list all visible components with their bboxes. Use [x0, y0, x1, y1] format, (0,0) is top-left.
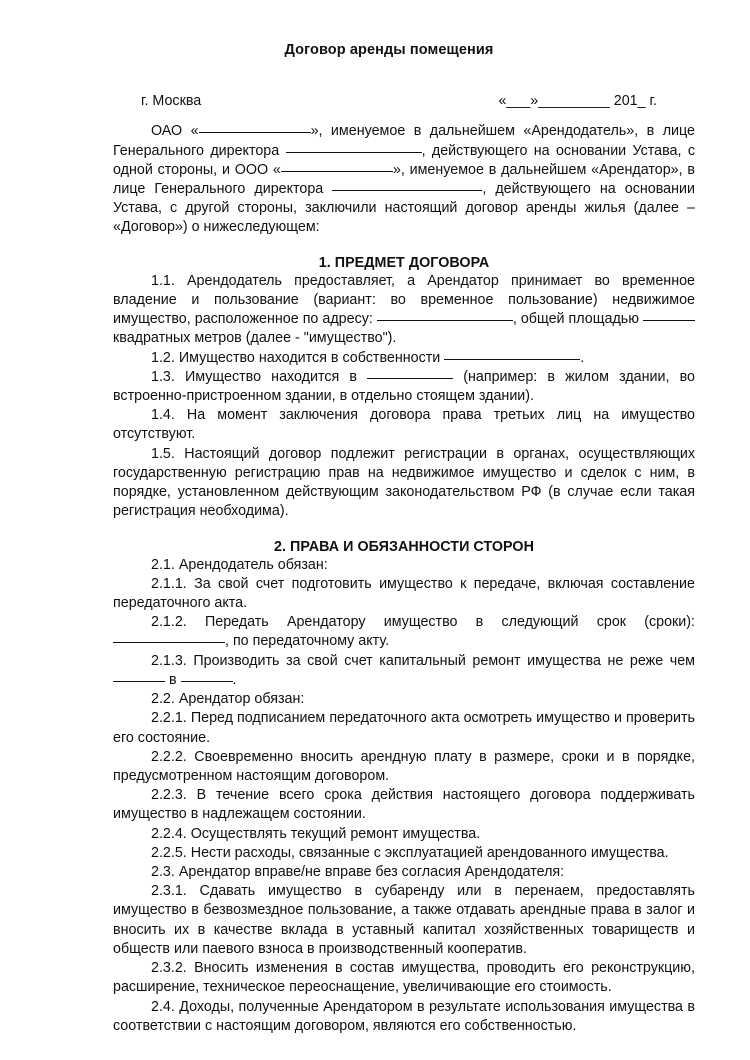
clause-text: Арендодатель обязан: [174, 556, 328, 573]
clause-text: Настоящий договор подлежит регистрации в органах, осуществляющих государственную регистрацию прав на недвижимое имущество и сделок с ним, в порядке, установленном действующим законодательством РФ (в случае если такая регистрация необходима). [113, 445, 695, 520]
blank-lessor-director [286, 152, 422, 153]
clause-2-1 [113, 556, 695, 575]
blank-area [643, 320, 695, 321]
preamble-part-3: , действующего на основании Устава, с одной стороны, и ООО « [113, 142, 695, 178]
clause-2-3 [113, 863, 695, 882]
section-heading-1: 1. ПРЕДМЕТ ДОГОВОРА [318, 254, 490, 271]
clause-text: Вносить изменения в состав имущества, проводить его реконструкцию, расширение, техническое переоснащение, увеличивающие его стоимость. [113, 960, 695, 996]
clause-number: 2.2. [151, 691, 175, 708]
clause-2-1-2 [113, 613, 695, 651]
clause-text: Перед подписанием передаточного акта осмотреть имущество и проверить его состояние. [113, 710, 695, 746]
clause-text: Арендатор вправе/не вправе без согласия Арендодателя: [174, 864, 565, 881]
preamble-part-2: », именуемое в дальнейшем «Арендодатель», в лице Генерального директора [113, 123, 696, 159]
clause-number: 2.2.1. [151, 710, 187, 727]
clause-1-3 [113, 368, 695, 406]
clause-2-2-4 [113, 825, 695, 844]
clause-text: В течение всего срока действия настоящего договора поддерживать имущество в надлежащем состоянии. [113, 787, 695, 823]
clause-1-2 [113, 349, 695, 368]
clause-number: 1.4. [151, 407, 175, 424]
clause-2-1-1 [113, 575, 695, 613]
clause-number: 2.2.4. [151, 825, 187, 842]
clause-text: Арендатор обязан: [174, 691, 305, 708]
clause-number: 2.2.3. [151, 787, 187, 804]
clause-number: 1.5. [151, 445, 175, 462]
clause-1-1 [113, 272, 695, 349]
clause-1-4 [113, 406, 695, 444]
blank-repair-period [181, 681, 233, 682]
date-placeholder: «___»_________ 201_ г. [498, 93, 657, 110]
preamble-paragraph [113, 122, 695, 237]
clause-number: 2.3. [151, 864, 175, 881]
clause-2-3-2 [113, 959, 695, 997]
clause-number: 2.2.5. [151, 844, 187, 861]
clause-1-5 [113, 445, 695, 522]
clause-text: Имущество находится в собственности [174, 349, 445, 366]
preamble-part-4: », именуемое в дальнейшем «Арендатор», в лице Генерального директора [113, 161, 695, 198]
clause-text-2: , общей площадью [512, 311, 643, 328]
clause-2-2 [113, 690, 695, 709]
clause-text: Производить за свой счет капитальный ремонт имущества не реже чем [186, 652, 695, 669]
clause-number: 1.2. [151, 349, 175, 366]
date-row [141, 93, 657, 109]
clause-text-2: (например: в жилом здании, во встроенно-пристроенном здании, в отдельно стоящем здании). [113, 368, 695, 405]
blank-lessee-director [332, 190, 482, 191]
clause-text: Доходы, полученные Арендатором в результате использования имущества в соответствии с настоящим договором, являются его собственностью. [113, 998, 695, 1034]
clause-text-3: квадратных метров (далее - "имущество"). [113, 330, 397, 347]
clause-2-2-1 [113, 709, 695, 747]
clause-2-2-3 [113, 786, 695, 824]
clause-text: Передать Арендатору имущество в следующий срок (сроки): [186, 614, 695, 631]
clause-text: Нести расходы, связанные с эксплуатацией арендованного имущества. [186, 844, 669, 861]
blank-transfer-term [113, 642, 225, 643]
clause-text: Имущество находится в [174, 368, 368, 385]
page-title: Договор аренды помещения [284, 42, 494, 58]
preamble-part-5: , действующего на основании Устава, с другой стороны, заключили настоящий договор аренды жилья (далее – «Договор») о нижеследующем: [113, 181, 695, 236]
clause-number: 2.4. [151, 998, 175, 1015]
clause-2-4 [113, 998, 695, 1036]
blank-lessor-name [199, 132, 311, 133]
blank-owner [444, 359, 580, 360]
clause-text: На момент заключения договора права третьих лиц на имущество отсутствуют. [113, 407, 695, 443]
blank-lessee-name [281, 171, 393, 172]
clause-number: 2.1. [151, 556, 175, 573]
clause-2-3-1 [113, 882, 695, 959]
clause-number: 2.1.2. [151, 614, 187, 631]
clause-2-2-5 [113, 844, 695, 863]
clause-number: 2.1.1. [151, 575, 187, 592]
preamble-part-1: ОАО « [151, 123, 199, 140]
clause-text-2: , по передаточному акту. [225, 633, 390, 650]
clause-number: 2.1.3. [151, 652, 187, 669]
clause-text: Сдавать имущество в субаренду или в перенаем, предоставлять имущество в безвозмездное пользование, а также отдавать арендные права в залог и вносить их в качестве вклада в уставный капитал хозяйственных товариществ и обществ или паевого взноса в производственный кооператив. [113, 883, 695, 957]
clause-2-1-3 [113, 652, 695, 690]
blank-address [377, 320, 513, 321]
clause-text-2: . [580, 349, 585, 366]
clause-number: 1.1. [151, 272, 175, 289]
clause-text: Своевременно вносить арендную плату в размере, сроки и в порядке, предусмотренном настоящим договором. [113, 748, 695, 784]
city-label: г. Москва [141, 93, 202, 110]
clause-text: За свой счет подготовить имущество к передаче, включая составление передаточного акта. [113, 575, 695, 611]
blank-repair-times [113, 681, 165, 682]
clause-text: Арендодатель предоставляет, а Арендатор принимает во временное владение и пользование (вариант: во временное пользование) недвижимое имущество, расположенное по адресу: [113, 272, 695, 328]
clause-text-3: . [232, 671, 237, 688]
blank-building-type [367, 378, 453, 379]
clause-text: Осуществлять текущий ремонт имущества. [186, 825, 481, 842]
clause-text-2: в [165, 671, 181, 688]
clause-number: 2.3.1. [151, 883, 187, 900]
section-heading-2: 2. ПРАВА И ОБЯЗАННОСТИ СТОРОН [274, 538, 534, 555]
clause-number: 2.2.2. [151, 748, 187, 765]
clause-number: 1.3. [151, 368, 175, 385]
clause-number: 2.3.2. [151, 960, 187, 977]
clause-2-2-2 [113, 748, 695, 786]
